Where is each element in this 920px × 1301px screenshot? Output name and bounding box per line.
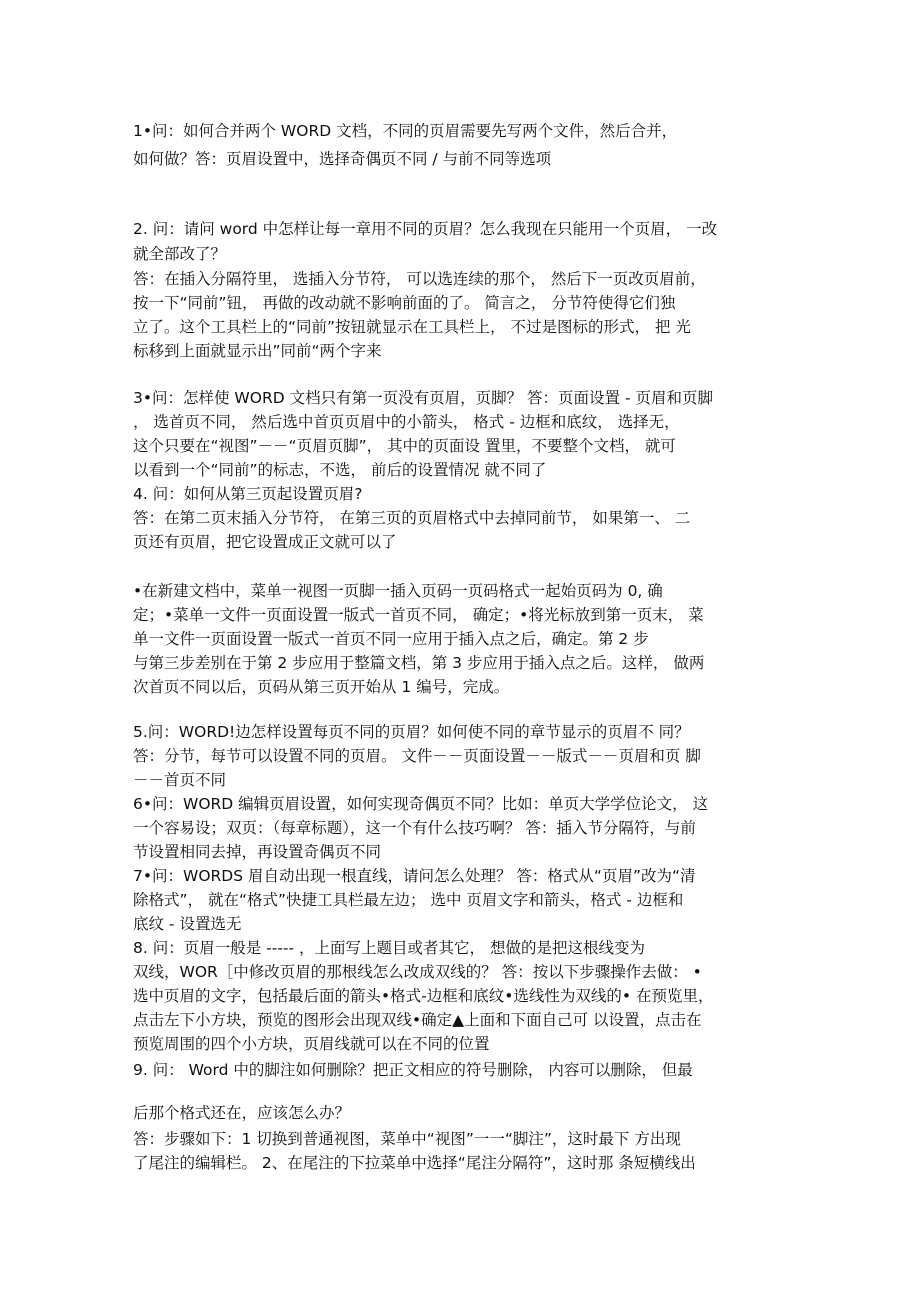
text-line: 1•问：如何合并两个 WORD 文档，不同的页眉需要先写两个文件，然后合并， bbox=[133, 122, 678, 140]
text-line: 以看到一个“同前”的标志，不选， 前后的设置情况 就不同了 bbox=[133, 461, 547, 479]
text-line: 双线，WOR［中修改页眉的那根线怎么改成双线的？ 答：按以下步骤操作去做： • bbox=[133, 963, 702, 981]
text-line: 点击左下小方块，预览的图形会出现双线•确定▲上面和下面自己可 以设置，点击在 bbox=[133, 1011, 702, 1029]
text-line: 除格式”， 就在“格式”快捷工具栏最左边； 选中 页眉文字和箭头，格式 - 边框和 bbox=[133, 891, 684, 909]
text-line: 这个只要在“视图”－－“页眉页脚”， 其中的页面设 置里，不要整个文档， 就可 bbox=[133, 437, 676, 455]
text-line: 页还有页眉，把它设置成正文就可以了 bbox=[133, 533, 397, 551]
text-line: 选中页眉的文字，包括最后面的箭头•格式-边框和底纹•选线性为双线的• 在预览里， bbox=[133, 987, 714, 1005]
text-line: 预览周围的四个小方块，页眉线就可以在不同的位置 bbox=[133, 1035, 490, 1053]
text-line: 答：步骤如下：1 切换到普通视图，菜单中“视图”一一“脚注”，这时最下 方出现 bbox=[133, 1130, 681, 1148]
text-line: 单一文件一页面设置一版式一首页不同一应用于插入点之后，确定。第 2 步 bbox=[133, 630, 649, 648]
text-line: 就全部改了？ bbox=[133, 245, 227, 263]
text-line: 9. 问： Word 中的脚注如何删除？把正文相应的符号删除， 内容可以删除， 但最 bbox=[133, 1061, 693, 1079]
text-line: 后那个格式还在，应该怎么办？ bbox=[133, 1104, 351, 1122]
text-line: 立了。这个工具栏上的“同前”按钮就显示在工具栏上， 不过是图标的形式， 把 光 bbox=[133, 318, 691, 336]
text-line: 答：分节，每节可以设置不同的页眉。 文件－－页面设置－－版式－－页眉和页 脚 bbox=[133, 747, 701, 765]
text-line: 答：在第二页末插入分节符， 在第三页的页眉格式中去掉同前节， 如果第一、 二 bbox=[133, 509, 691, 527]
text-line: 如何做？答：页眉设置中，选择奇偶页不同 / 与前不同等选项 bbox=[133, 150, 552, 168]
text-line: •在新建文档中，菜单一视图一页脚一插入页码一页码格式一起始页码为 0, 确 bbox=[133, 582, 663, 600]
text-line: 5.问：WORD!边怎样设置每页不同的页眉？如何使不同的章节显示的页眉不 同？ bbox=[133, 723, 690, 741]
text-line: 按一下“同前”钮， 再做的改动就不影响前面的了。 简言之， 分节符使得它们独 bbox=[133, 294, 676, 312]
text-line: 答：在插入分隔符里， 选插入分节符， 可以选连续的那个， 然后下一页改页眉前， bbox=[133, 270, 706, 288]
text-line: 8. 问：页眉一般是 ----- ，上面写上题目或者其它， 想做的是把这根线变为 bbox=[133, 939, 645, 957]
text-line: 底纹 - 设置选无 bbox=[133, 915, 242, 933]
text-line: 7•问：WORDS 眉自动出现一根直线，请问怎么处理？ 答：格式从“页眉”改为“清 bbox=[133, 867, 696, 885]
text-line: 了尾注的编辑栏。 2、在尾注的下拉菜单中选择“尾注分隔符”，这时那 条短横线出 bbox=[133, 1154, 696, 1172]
text-line: 6•问：WORD 编辑页眉设置，如何实现奇偶页不同？比如：单页大学学位论文， 这 bbox=[133, 795, 709, 813]
text-line: 4. 问：如何从第三页起设置页眉? bbox=[133, 485, 363, 503]
text-line: 与第三步差别在于第 2 步应用于整篇文档，第 3 步应用于插入点之后。这样， 做两 bbox=[133, 654, 705, 672]
text-line: ， 选首页不同， 然后选中首页页眉中的小箭头， 格式 - 边框和底纹， 选择无， bbox=[133, 413, 680, 431]
text-line: 节设置相同去掉，再设置奇偶页不同 bbox=[133, 843, 382, 861]
text-line: 2. 问：请问 word 中怎样让每一章用不同的页眉？怎么我现在只能用一个页眉， 一改 bbox=[133, 220, 718, 238]
text-line: 次首页不同以后，页码从第三页开始从 1 编号，完成。 bbox=[133, 678, 510, 696]
text-line: 3•问：怎样使 WORD 文档只有第一页没有页眉，页脚？ 答：页面设置 - 页眉和页脚 bbox=[133, 389, 713, 407]
text-line: 一个容易设；双页：（每章标题），这一个有什么技巧啊？ 答：插入节分隔符，与前 bbox=[133, 819, 696, 837]
text-line: 定；•菜单一文件一页面设置一版式一首页不同， 确定；•将光标放到第一页末， 菜 bbox=[133, 606, 704, 624]
text-line: 标移到上面就显示出”同前“两个字来 bbox=[133, 342, 382, 360]
text-line: －－首页不同 bbox=[133, 771, 227, 789]
